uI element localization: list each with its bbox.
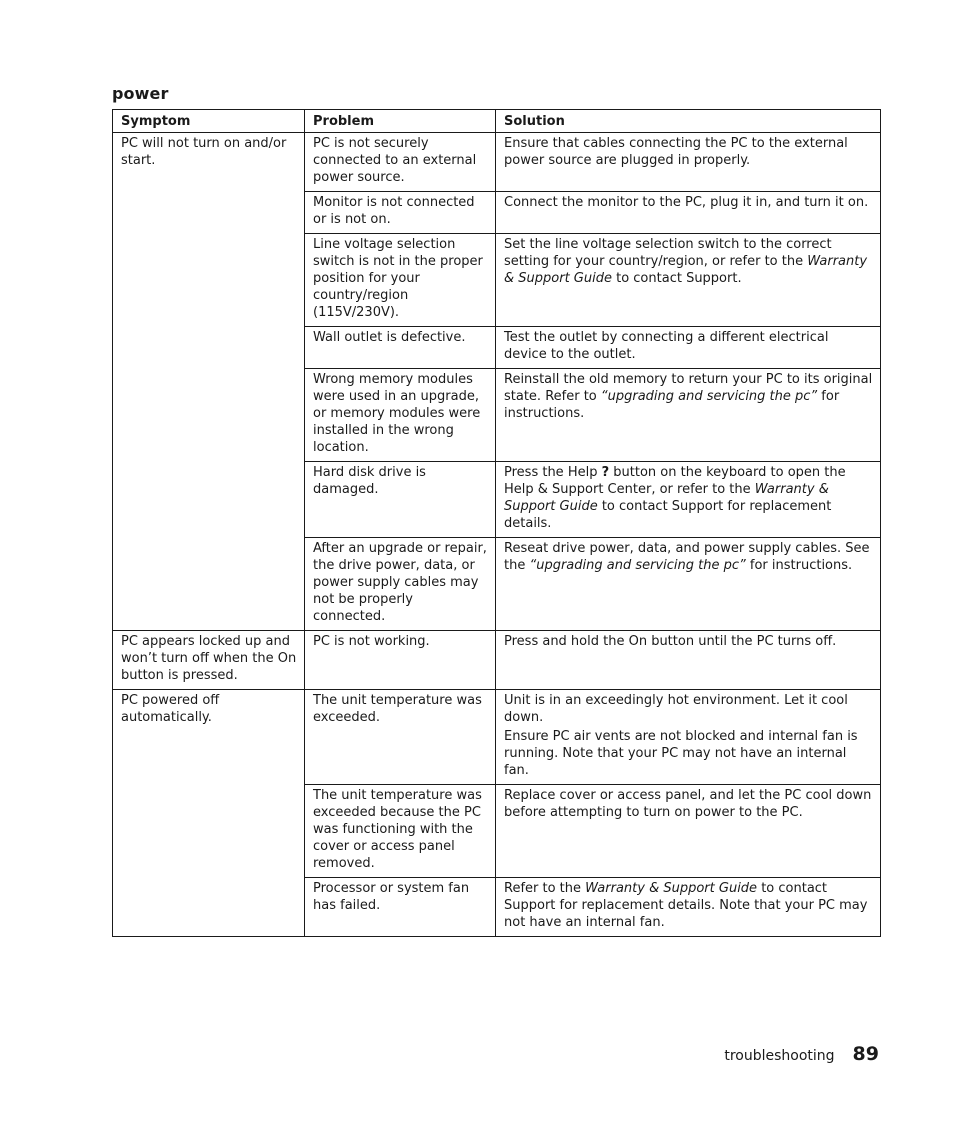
table-body — [113, 133, 881, 937]
problem-cell: Line voltage selection switch is not in the proper position for your country/region (115V/230V). — [305, 234, 496, 327]
solution-cell: Connect the monitor to the PC, plug it in, and turn it on. — [496, 192, 881, 234]
italic-reference: Warranty & Support Guide — [585, 881, 758, 896]
header-solution: Solution — [496, 110, 881, 133]
solution-cell: Press and hold the On button until the PC turns off. — [496, 631, 881, 690]
problem-cell: Monitor is not connected or is not on. — [305, 192, 496, 234]
problem-cell: Wrong memory modules were used in an upgrade, or memory modules were installed in the wrong location. — [305, 369, 496, 462]
header-symptom: Symptom — [113, 110, 305, 133]
problem-cell: After an upgrade or repair, the drive power, data, or power supply cables may not be properly connected. — [305, 538, 496, 631]
section-title: power — [112, 84, 169, 103]
solution-cell: Test the outlet by connecting a different electrical device to the outlet. — [496, 327, 881, 369]
italic-reference: “upgrading and servicing the pc” — [600, 389, 818, 404]
problem-cell: The unit temperature was exceeded. — [305, 690, 496, 785]
solution-cell: Press the Help ? button on the keyboard to open the Help & Support Center, or refer to the Warranty & Support Guide to contact Support for replacement details. — [496, 462, 881, 538]
italic-reference: Warranty & Support Guide — [504, 254, 868, 286]
help-key-glyph: ? — [601, 465, 610, 480]
table-row — [113, 631, 881, 690]
solution-cell: Reinstall the old memory to return your PC to its original state. Refer to “upgrading and servicing the pc” for instructions. — [496, 369, 881, 462]
table-row — [113, 690, 881, 785]
solution-cell: Reseat drive power, data, and power supply cables. See the “upgrading and servicing the pc” for instructions. — [496, 538, 881, 631]
problem-cell: PC is not securely connected to an external power source. — [305, 133, 496, 192]
symptom-cell: PC powered off automatically. — [113, 690, 305, 937]
power-troubleshooting-table — [112, 109, 881, 937]
solution-cell: Set the line voltage selection switch to the correct setting for your country/region, or refer to the Warranty & Support Guide to contact Support. — [496, 234, 881, 327]
italic-reference: “upgrading and servicing the pc” — [529, 558, 746, 573]
symptom-cell: PC appears locked up and won’t turn off when the On button is pressed. — [113, 631, 305, 690]
problem-cell: PC is not working. — [305, 631, 496, 690]
table-row — [113, 133, 881, 192]
problem-cell: Processor or system fan has failed. — [305, 878, 496, 937]
symptom-cell: PC will not turn on and/or start. — [113, 133, 305, 631]
table-header-row — [113, 110, 881, 133]
solution-cell: Ensure that cables connecting the PC to the external power source are plugged in properly. — [496, 133, 881, 192]
page-footer — [724, 1043, 879, 1065]
problem-cell: Hard disk drive is damaged. — [305, 462, 496, 538]
problem-cell: The unit temperature was exceeded because the PC was functioning with the cover or access panel removed. — [305, 785, 496, 878]
solution-cell: Unit is in an exceedingly hot environment. Let it cool down. Ensure PC air vents are not blocked and internal fan is running. Note that your PC may not have an internal fan. — [496, 690, 881, 785]
solution-cell: Refer to the Warranty & Support Guide to contact Support for replacement details. Note that your PC may not have an internal fan. — [496, 878, 881, 937]
page-number: 89 — [852, 1043, 879, 1065]
solution-cell: Replace cover or access panel, and let the PC cool down before attempting to turn on power to the PC. — [496, 785, 881, 878]
problem-cell: Wall outlet is defective. — [305, 327, 496, 369]
header-problem: Problem — [305, 110, 496, 133]
footer-section-label: troubleshooting — [724, 1048, 835, 1064]
italic-reference: Warranty & Support Guide — [504, 482, 829, 514]
